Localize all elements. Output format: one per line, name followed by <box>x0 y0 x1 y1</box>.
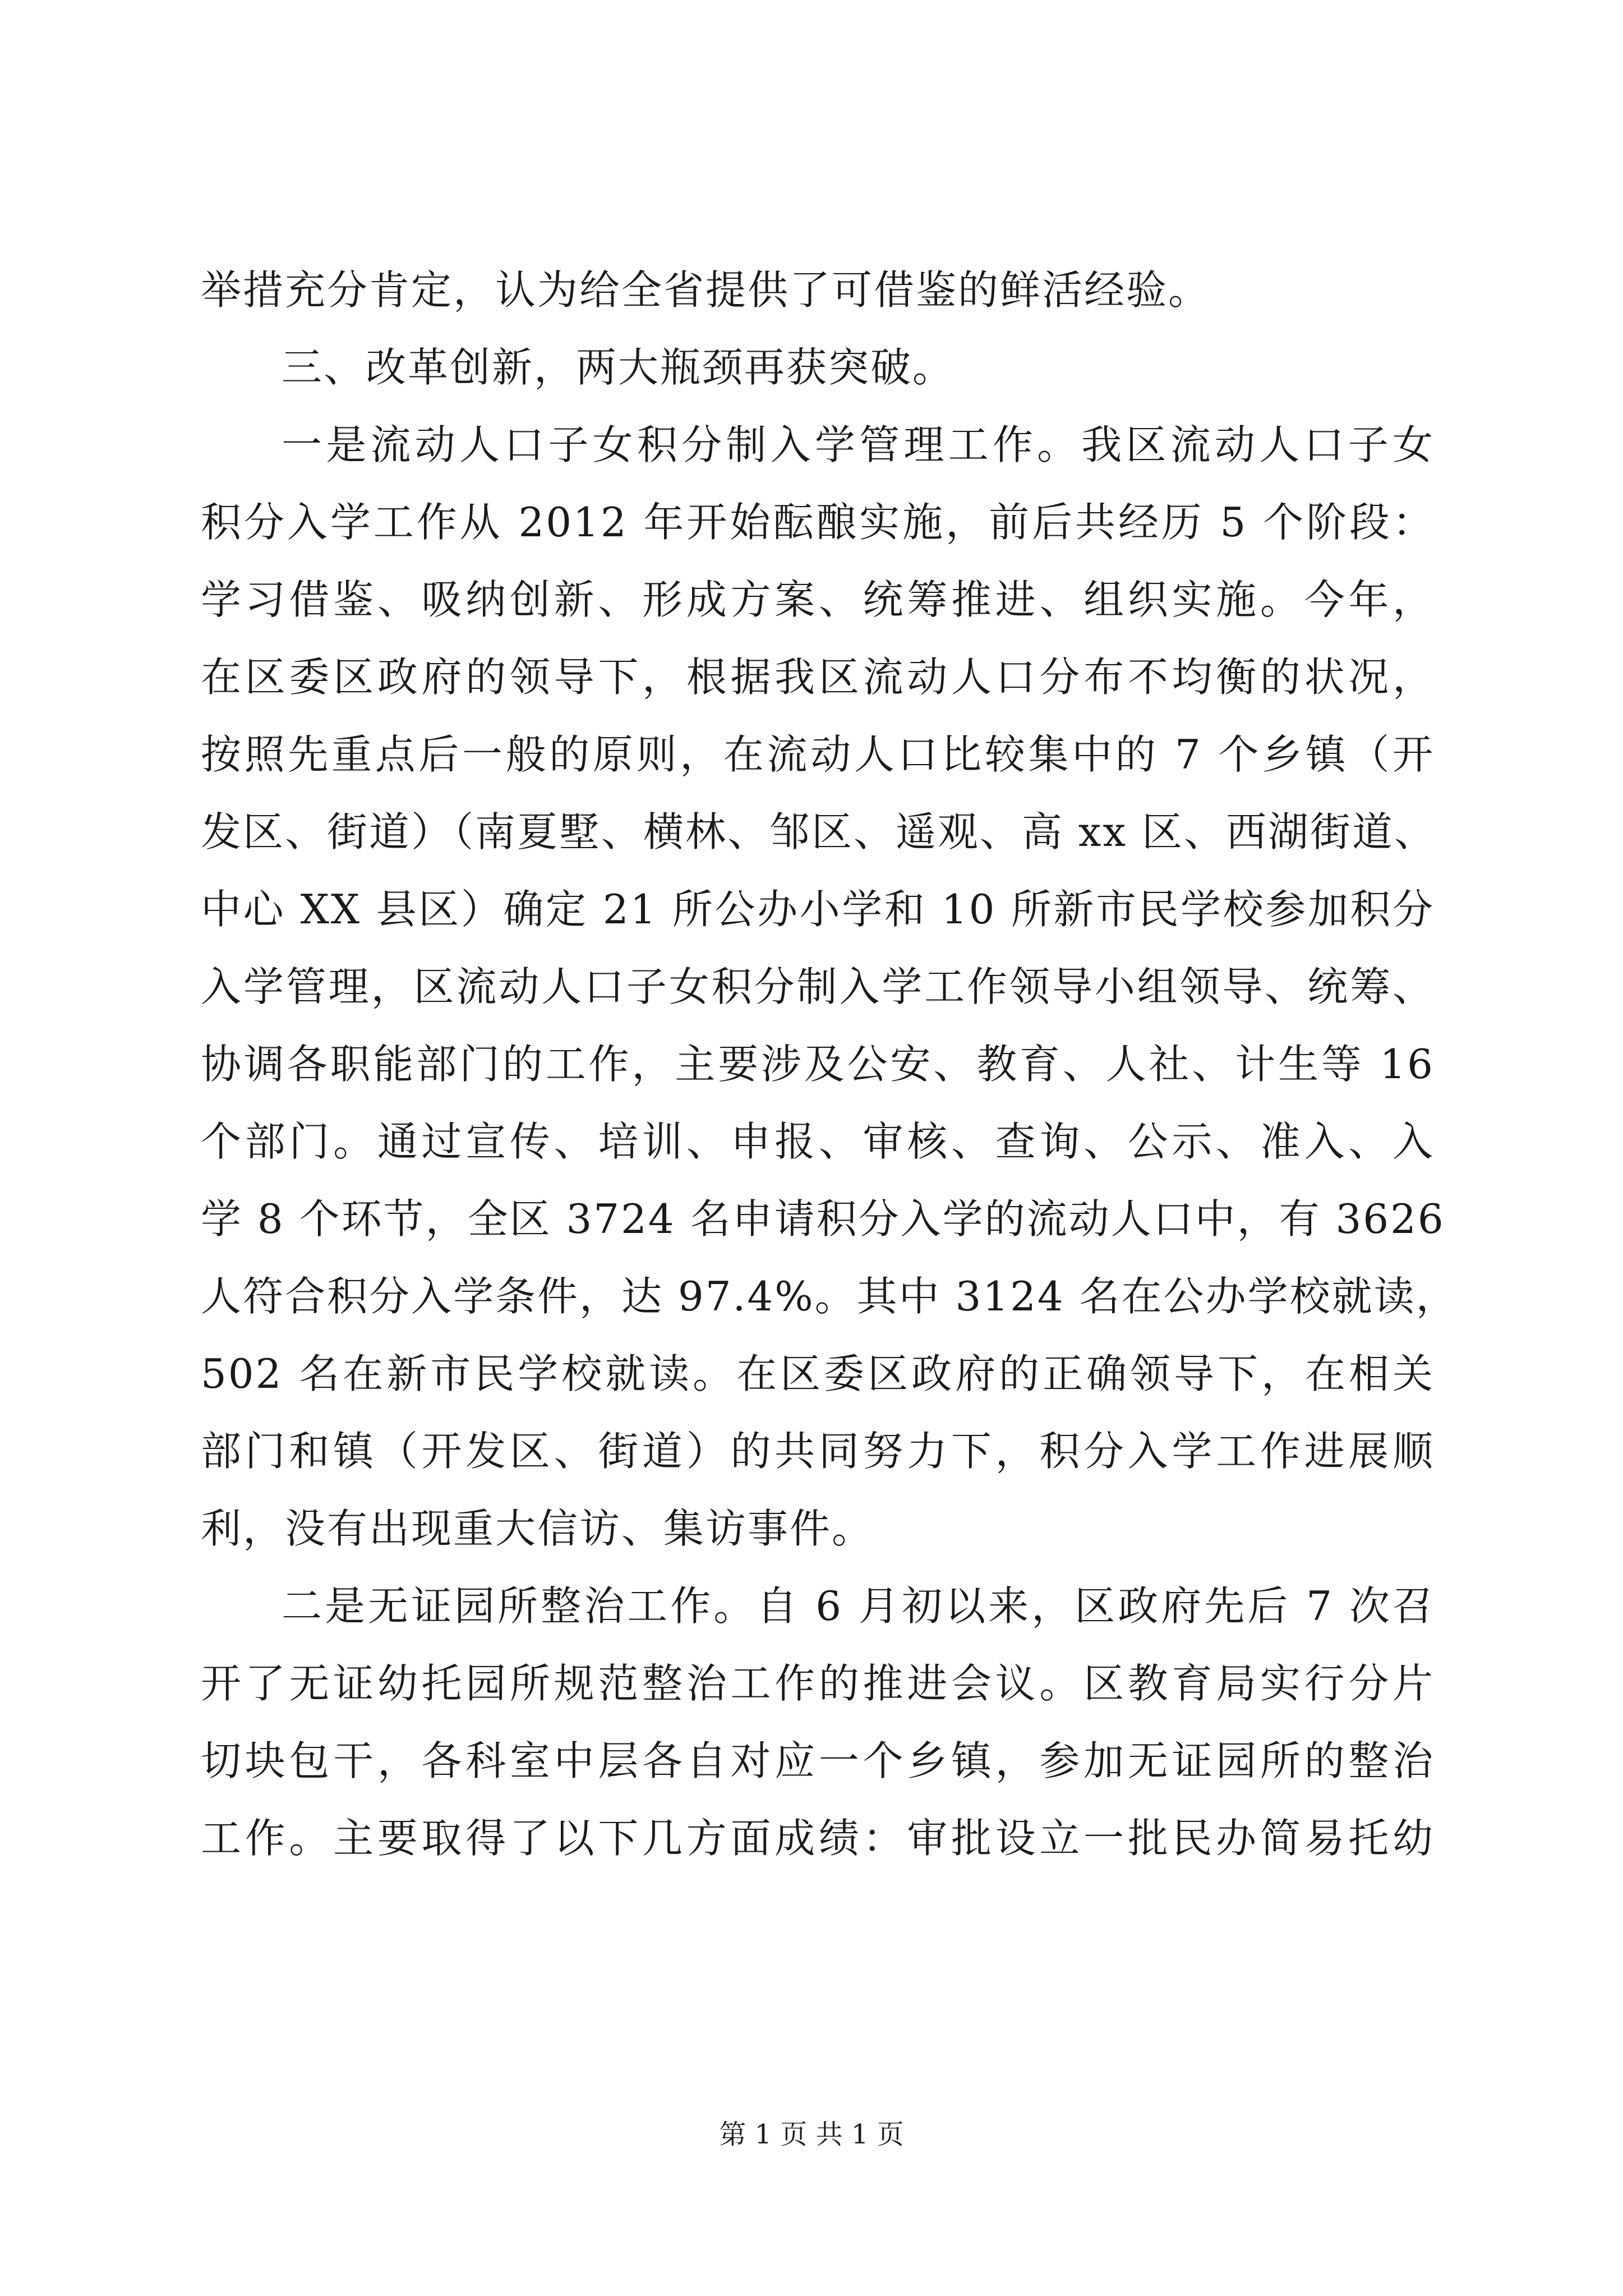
section-heading: 三、改革创新，两大瓶颈再获突破。 <box>282 344 955 391</box>
text-line: 利，没有出现重大信访、集访事件。 <box>201 1505 874 1552</box>
document-body <box>201 251 1458 1877</box>
text-line: 学 8 个环节，全区 3724 名申请积分入学的流动人口中，有 3626 <box>201 1195 1445 1243</box>
text-line: 学习借鉴、吸纳创新、形成方案、统筹推进、组织实施。今年， <box>201 576 1435 623</box>
text-line: 入学管理，区流动人口子女积分制入学工作领导小组领导、统筹、 <box>201 963 1435 1010</box>
text-line: 积分入学工作从 2012 年开始酝酿实施，前后共经历 5 个阶段： <box>201 499 1435 546</box>
text-line: 切块包干，各科室中层各自对应一个乡镇，参加无证园所的整治 <box>201 1737 1435 1784</box>
text-line: 发区、街道）（南夏墅、横林、邹区、遥观、高 xx 区、西湖街道、 <box>201 808 1436 855</box>
text-line: 部门和镇（开发区、街道）的共同努力下，积分入学工作进展顺 <box>201 1428 1435 1475</box>
text-line: 二是无证园所整治工作。自 6 月初以来，区政府先后 7 次召 <box>282 1582 1435 1630</box>
text-line: 个部门。通过宣传、培训、申报、审核、查询、公示、准入、入 <box>201 1118 1435 1165</box>
text-line: 协调各职能部门的工作，主要涉及公安、教育、人社、计生等 16 <box>201 1041 1435 1088</box>
text-line: 502 名在新市民学校就读。在区委区政府的正确领导下，在相关 <box>201 1350 1435 1397</box>
text-line: 开了无证幼托园所规范整治工作的推进会议。区教育局实行分片 <box>201 1660 1435 1707</box>
text-line: 一是流动人口子女积分制入学管理工作。我区流动人口子女 <box>282 421 1435 468</box>
text-line: 在区委区政府的领导下，根据我区流动人口分布不均衡的状况， <box>201 654 1435 701</box>
text-line: 举措充分肯定，认为给全省提供了可借鉴的鲜活经验。 <box>201 266 1211 314</box>
text-line: 按照先重点后一般的原则，在流动人口比较集中的 7 个乡镇（开 <box>201 731 1435 778</box>
text-line: 工作。主要取得了以下几方面成绩：审批设立一批民办简易托幼 <box>201 1815 1435 1862</box>
text-line: 中心 XX 县区）确定 21 所公办小学和 10 所新市民学校参加积分 <box>201 886 1435 933</box>
text-line: 人符合积分入学条件，达 97.4%。其中 3124 名在公办学校就读， <box>201 1273 1458 1320</box>
page-footer: 第 1 页 共 1 页 <box>719 2119 904 2150</box>
